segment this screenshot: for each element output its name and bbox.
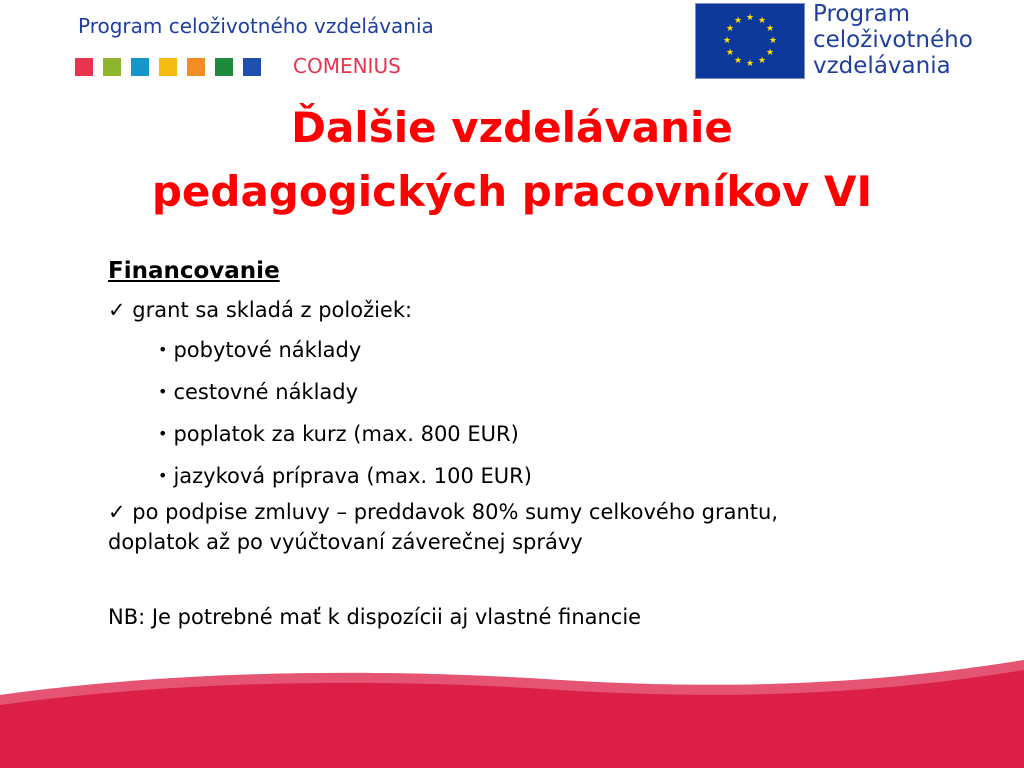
svg-text:★: ★ [757,16,767,26]
slide-content [108,255,948,632]
comenius-label: COMENIUS [293,54,401,78]
svg-text:★: ★ [733,56,743,66]
square-red [75,58,93,76]
bullet-icon: • [158,466,168,485]
red-wave-decoration [0,640,1024,768]
svg-text:★: ★ [745,13,755,23]
square-dark-green [215,58,233,76]
section-heading: Financovanie [108,258,280,284]
square-orange [187,58,205,76]
check-item-text: po podpise zmluvy – preddavok 80% sumy celkového grantu, [132,500,779,524]
svg-text:★: ★ [725,24,735,34]
list-item: • cestovné náklady [158,380,359,404]
slide-title-line1: Ďalšie vzdelávanie [291,103,733,152]
list-item: • jazyková príprava (max. 100 EUR) [158,464,532,488]
eu-logo-line1: Program [813,1,911,27]
list-item: • pobytové náklady [158,338,362,362]
check-item [108,295,948,325]
bullet-icon: • [158,424,168,443]
eu-logo-line3: vzdelávania [813,53,951,79]
check-icon: ✓ [108,298,126,322]
square-navy [243,58,261,76]
svg-text:★: ★ [733,16,743,26]
bullet-icon: • [158,382,168,401]
svg-text:★: ★ [757,56,767,66]
slide-title [0,96,1024,224]
program-title: Program celoživotného vzdelávania [78,14,434,38]
check-item [108,497,948,527]
svg-text:★: ★ [765,48,775,58]
square-green [103,58,121,76]
svg-text:★: ★ [722,36,732,46]
eu-flag-icon [695,3,805,79]
slide-title-line2: pedagogických pracovníkov VI [151,167,873,216]
eu-logo-text [813,1,973,79]
svg-text:★: ★ [745,59,755,69]
eu-logo-line2: celoživotného [813,27,973,53]
note-text: NB: Je potrebné mať k dispozícii aj vlastné financie [108,605,642,629]
square-blue [131,58,149,76]
square-yellow [159,58,177,76]
list-item: • poplatok za kurz (max. 800 EUR) [158,422,519,446]
sub-item-list [158,329,948,497]
bullet-icon: • [158,340,168,359]
color-squares [75,58,261,76]
svg-text:★: ★ [725,48,735,58]
svg-text:★: ★ [765,24,775,34]
check-item-continuation: doplatok až po vyúčtovaní záverečnej správy [108,530,583,554]
svg-text:★: ★ [768,36,778,46]
check-icon: ✓ [108,500,126,524]
eu-logo [695,3,973,79]
check-item-text: grant sa skladá z položiek: [132,298,413,322]
